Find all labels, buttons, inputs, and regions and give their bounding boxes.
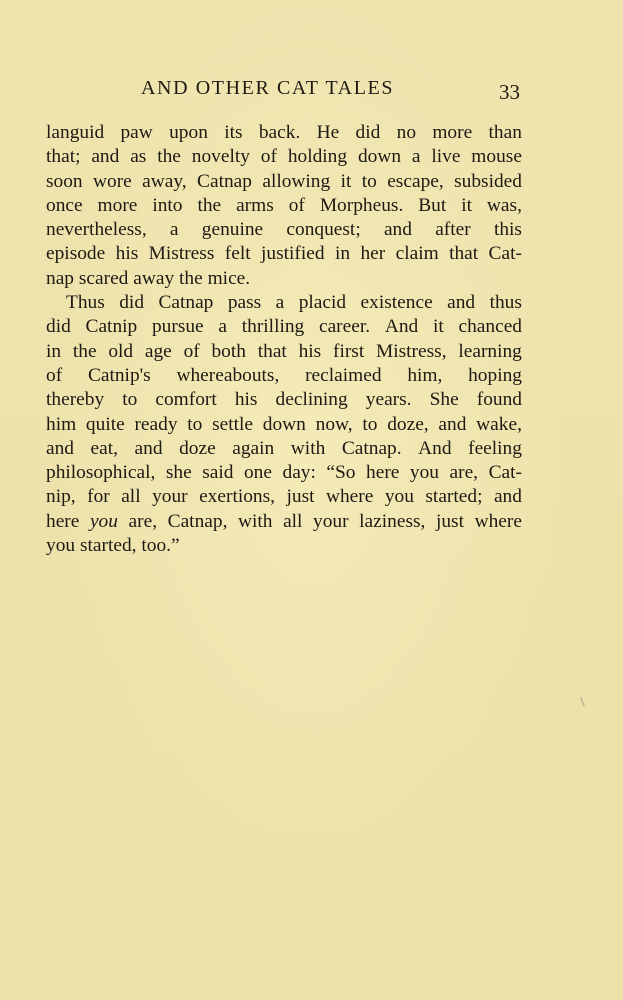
word: after <box>435 219 471 241</box>
word: a <box>275 292 285 314</box>
word: than <box>488 122 522 143</box>
word: years. <box>365 389 412 411</box>
word: And <box>418 437 452 459</box>
word: doze <box>179 437 216 459</box>
text-line <box>46 170 522 194</box>
word: languid <box>46 122 105 143</box>
word: and <box>493 486 522 508</box>
word: mice. <box>207 267 251 289</box>
word: settle <box>212 413 254 435</box>
text-line <box>46 194 522 218</box>
word: its <box>224 122 243 143</box>
word: one <box>243 462 272 484</box>
word: wake, <box>476 413 522 435</box>
word: reclaimed <box>305 364 382 386</box>
word: to <box>122 389 138 411</box>
word: and <box>91 146 120 168</box>
word: all <box>283 510 303 532</box>
page-number: 33 <box>499 80 520 104</box>
word: into <box>152 194 183 216</box>
word: a <box>218 316 228 338</box>
word: eat, <box>90 437 118 459</box>
word: justified <box>261 243 325 265</box>
word: and <box>134 437 163 459</box>
text-line <box>46 534 522 558</box>
word: declining <box>275 389 348 411</box>
word: thrilling <box>241 316 305 338</box>
word: of <box>288 194 305 216</box>
word: of <box>183 340 200 362</box>
text-line <box>46 315 522 339</box>
word: pursue <box>151 316 204 338</box>
word: Cat- <box>488 243 522 265</box>
word: in <box>46 340 62 362</box>
word: said <box>202 462 234 484</box>
word: where <box>474 510 522 532</box>
word: too.” <box>141 535 180 557</box>
word: She <box>429 389 459 411</box>
word: all <box>121 486 141 508</box>
word: back. <box>258 122 301 143</box>
word: But <box>418 194 447 216</box>
word: old <box>108 340 134 362</box>
word: in <box>334 243 351 265</box>
word: now, <box>315 413 353 435</box>
word: away, <box>142 170 187 192</box>
word: the <box>179 267 203 289</box>
word: and <box>438 413 467 435</box>
word: upon <box>169 122 208 143</box>
word: it <box>432 316 444 338</box>
page-speck <box>580 697 585 707</box>
word: are, <box>449 462 479 484</box>
word: ready <box>134 413 178 435</box>
word: placid <box>298 292 347 314</box>
word: day: <box>282 462 316 484</box>
word: where <box>325 486 374 508</box>
word: to <box>362 413 378 435</box>
text-line <box>46 364 522 388</box>
word: as <box>130 146 147 168</box>
word: you <box>46 535 76 557</box>
word: Catnap. <box>341 437 402 459</box>
text-line <box>46 267 522 291</box>
word: pass <box>227 292 262 314</box>
word: and <box>46 437 74 459</box>
word: that; <box>46 146 81 168</box>
word: was, <box>486 194 522 216</box>
word: scared <box>78 267 129 289</box>
word: the <box>72 340 97 362</box>
word: once <box>46 194 83 216</box>
word: this <box>493 219 522 241</box>
word: your <box>152 486 188 508</box>
word: the <box>157 146 181 168</box>
text-line <box>46 340 522 364</box>
word: thereby <box>46 389 105 411</box>
word: thus <box>489 292 522 314</box>
word: and <box>383 219 412 241</box>
word: did <box>46 316 71 338</box>
text-line <box>46 510 522 534</box>
word: And <box>384 316 419 338</box>
word: him <box>46 413 77 435</box>
word: chanced <box>458 316 522 338</box>
word: she <box>165 462 192 484</box>
word: you <box>89 510 118 532</box>
word: doze, <box>387 413 429 435</box>
word: Catnap, <box>167 510 228 532</box>
word: you <box>384 486 414 508</box>
running-head: AND OTHER CAT TALES <box>141 77 395 99</box>
word: more <box>97 194 138 216</box>
word: existence <box>360 292 433 314</box>
word: felt <box>224 243 251 265</box>
word: Morpheus. <box>319 194 404 216</box>
word: did <box>119 292 145 314</box>
word: mouse <box>471 146 522 168</box>
word: philosophical, <box>46 462 156 484</box>
word: of <box>260 146 277 168</box>
word: paw <box>120 122 153 143</box>
word: wore <box>93 170 132 192</box>
word: just <box>435 510 464 532</box>
body-text <box>46 121 522 558</box>
word: soon <box>46 170 83 192</box>
word: with <box>290 437 326 459</box>
word: his <box>298 340 322 362</box>
word: Catnap <box>158 292 214 314</box>
word: holding <box>287 146 348 168</box>
word: Catnap <box>197 170 252 192</box>
word: your <box>313 510 349 532</box>
word: here <box>46 510 80 532</box>
word: Cat- <box>488 462 522 484</box>
word: arms <box>236 194 274 216</box>
word: learning <box>458 340 522 362</box>
word: whereabouts, <box>176 364 280 386</box>
word: it <box>461 194 472 216</box>
word: episode <box>46 243 106 265</box>
word: Thus <box>66 292 105 314</box>
word: nevertheless, <box>46 219 147 241</box>
word: him, <box>407 364 443 386</box>
word: away <box>133 267 175 289</box>
word: escape, <box>387 170 444 192</box>
word: his <box>234 389 258 411</box>
word: genuine <box>201 219 264 241</box>
text-line <box>46 121 522 145</box>
word: down <box>357 146 402 168</box>
word: Catnip's <box>87 364 151 386</box>
text-line <box>46 145 522 169</box>
word: Mistress, <box>376 340 447 362</box>
word: laziness, <box>359 510 426 532</box>
word: exertions, <box>199 486 276 508</box>
word: conquest; <box>286 219 361 241</box>
word: feeling <box>468 437 522 459</box>
word: career. <box>318 316 371 338</box>
word: and <box>447 292 476 314</box>
word: down <box>262 413 306 435</box>
word: age <box>144 340 172 362</box>
word: that <box>449 243 479 265</box>
text-line <box>46 461 522 485</box>
text-line <box>46 218 522 242</box>
word: Mistress <box>148 243 215 265</box>
word: to <box>187 413 203 435</box>
word: it <box>340 170 352 192</box>
word: here <box>366 462 400 484</box>
word: Catnip <box>85 316 138 338</box>
word: to <box>361 170 377 192</box>
word: of <box>46 364 63 386</box>
text-line <box>46 437 522 461</box>
word: nip, <box>46 486 76 508</box>
word: with <box>238 510 273 532</box>
word: novelty <box>191 146 250 168</box>
word: did <box>355 122 381 143</box>
text-line <box>46 413 522 437</box>
word: claim <box>395 243 439 265</box>
text-line <box>46 291 522 315</box>
word: for <box>87 486 110 508</box>
word: first <box>332 340 365 362</box>
word: no <box>396 122 417 143</box>
word: started, <box>79 535 137 557</box>
word: the <box>197 194 222 216</box>
word: subsided <box>454 170 522 192</box>
text-line <box>46 485 522 509</box>
word: a <box>411 146 421 168</box>
word: live <box>431 146 461 168</box>
word: her <box>360 243 386 265</box>
word: that <box>257 340 287 362</box>
word: started; <box>425 486 483 508</box>
word: more <box>432 122 473 143</box>
word: comfort <box>155 389 217 411</box>
word: quite <box>85 413 125 435</box>
word: nap <box>46 267 74 289</box>
text-line <box>46 242 522 266</box>
word: are, <box>128 510 158 532</box>
word: He <box>316 122 340 143</box>
word: you <box>409 462 439 484</box>
word: allowing <box>262 170 331 192</box>
word: again <box>232 437 275 459</box>
text-line <box>46 388 522 412</box>
word: hoping <box>468 364 522 386</box>
word: both <box>211 340 246 362</box>
word: his <box>115 243 139 265</box>
word: found <box>476 389 522 411</box>
word: a <box>169 219 179 241</box>
word: just <box>286 486 315 508</box>
word: “So <box>326 462 356 484</box>
